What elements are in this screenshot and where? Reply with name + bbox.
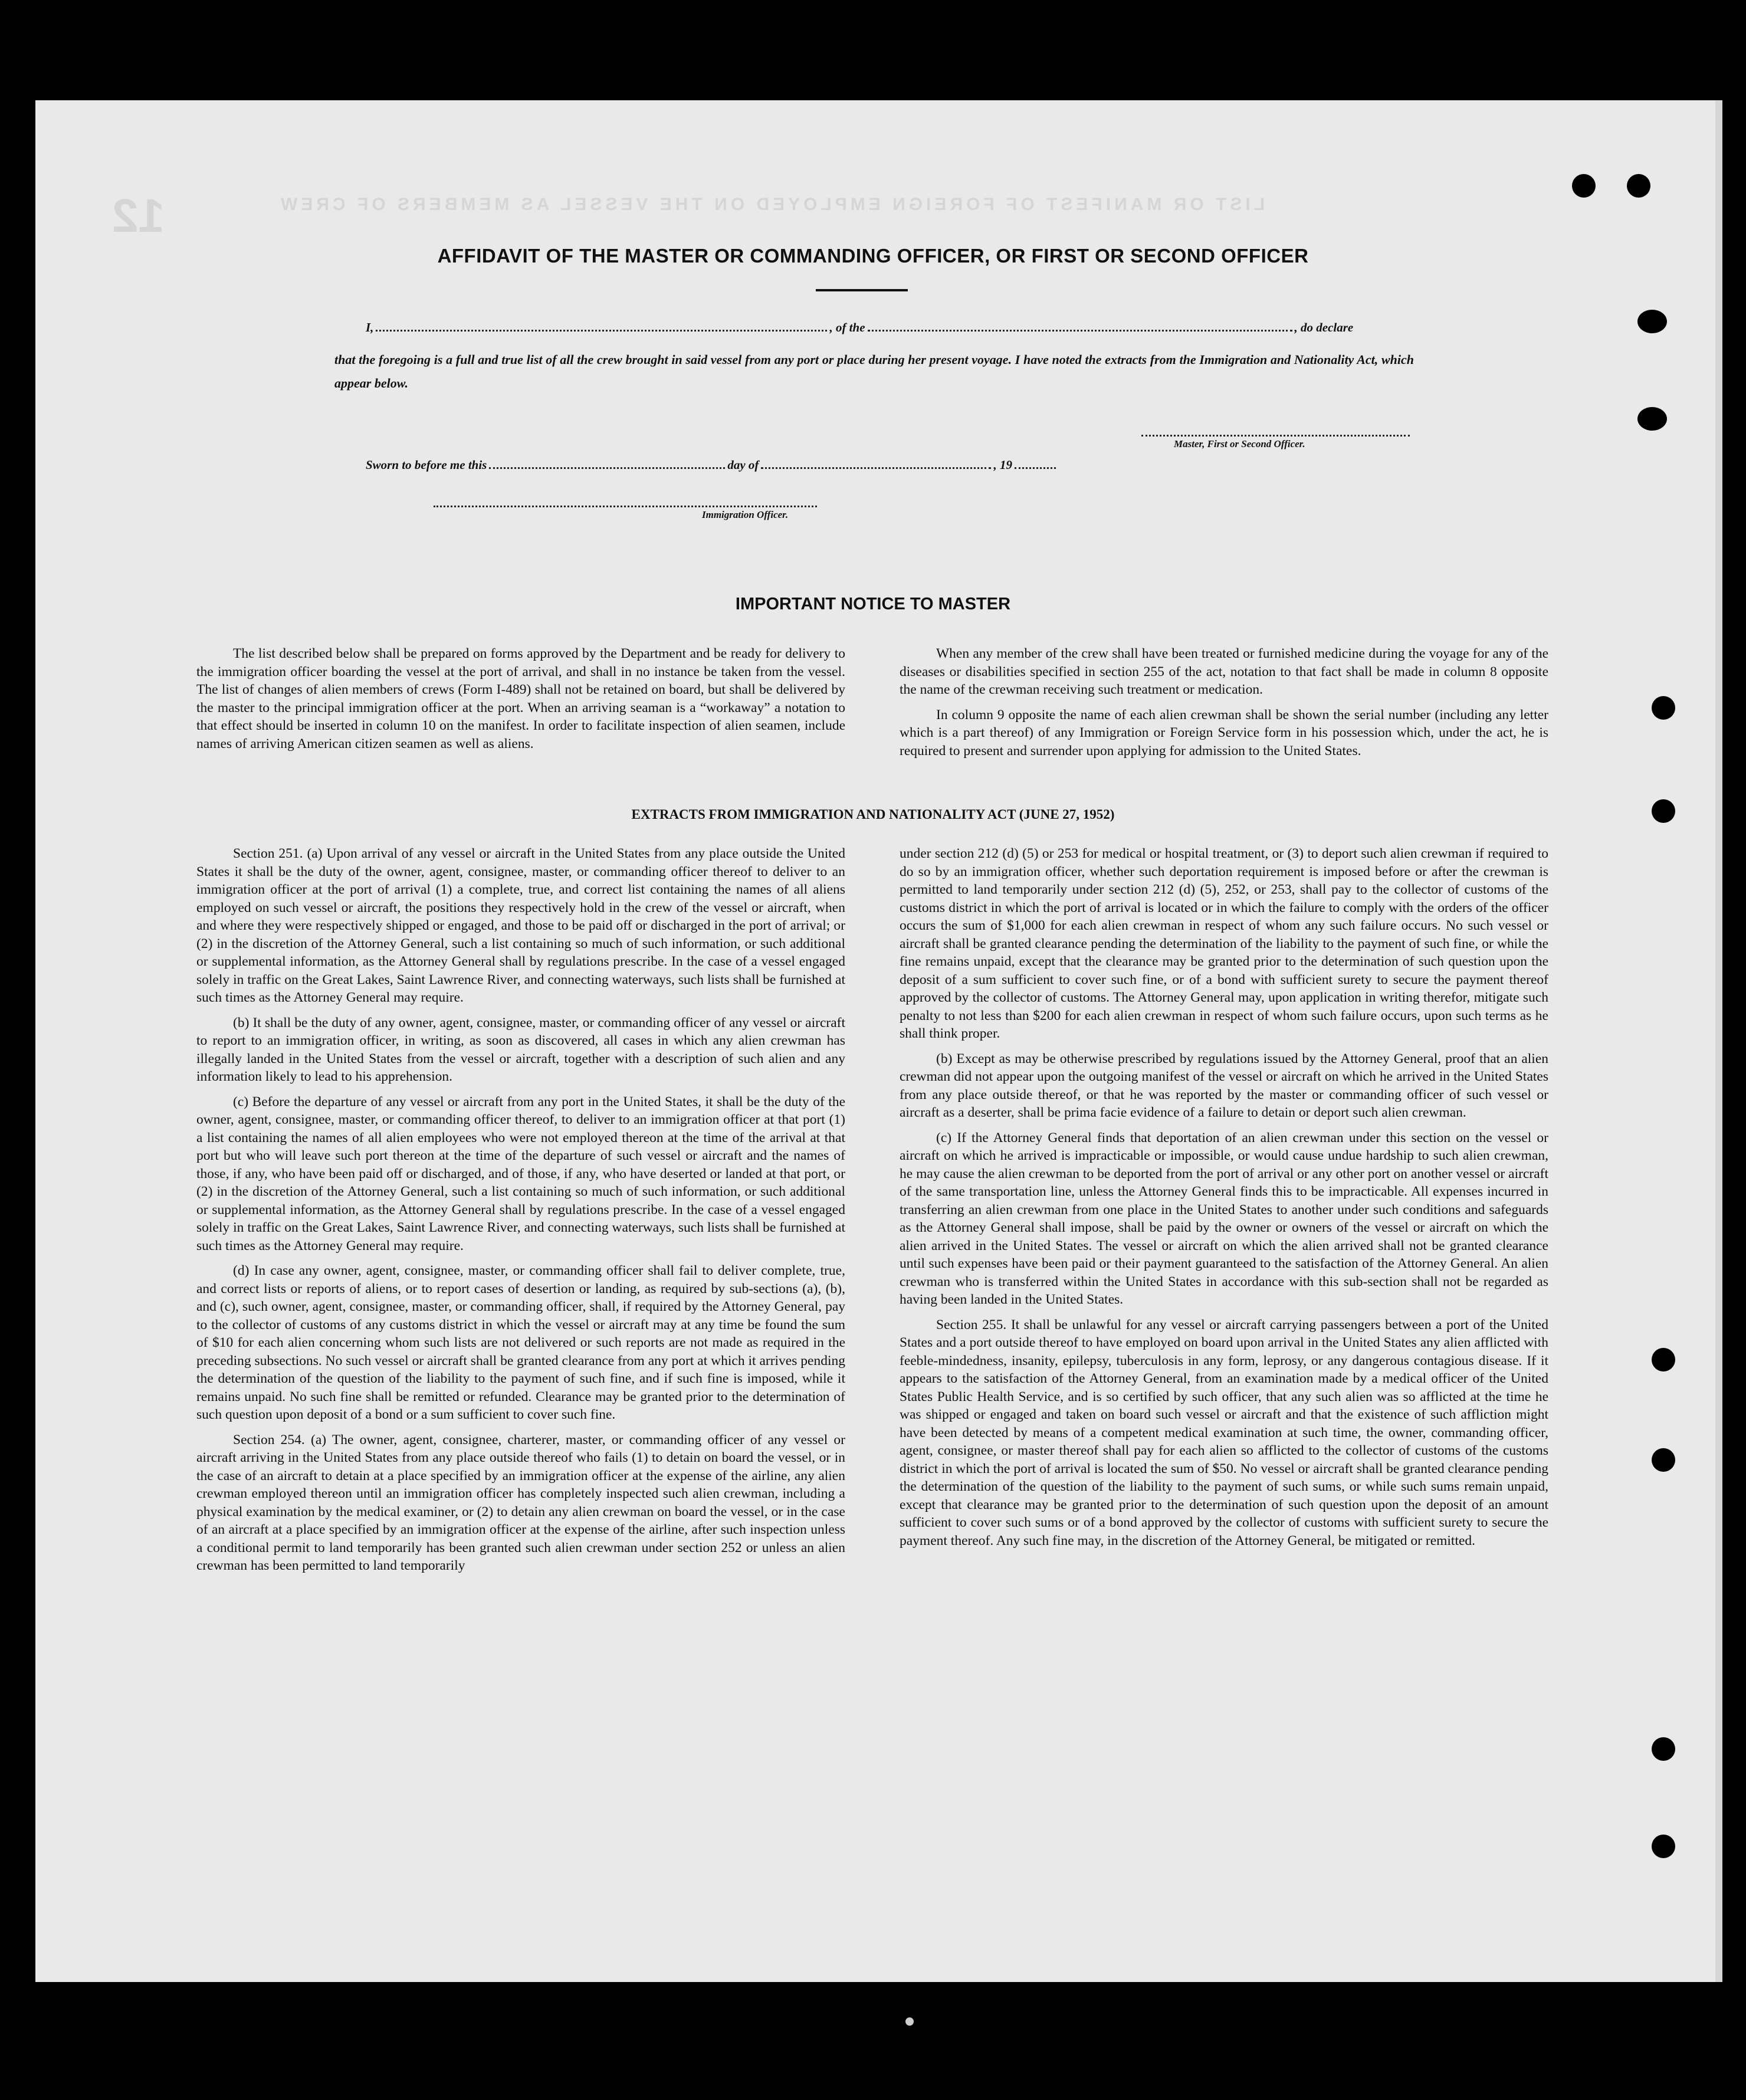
punch-hole — [1652, 1448, 1675, 1472]
affidavit-statement: that the foregoing is a full and true list of all the crew brought in said vessel from any port or place during her present voyage. I have noted the extracts from the Immigration and Nationality Act, which appear below. — [334, 352, 1414, 391]
punch-hole — [1652, 1737, 1675, 1761]
punch-hole — [1637, 407, 1667, 431]
officer-signature-line[interactable] — [434, 506, 817, 507]
statute-paragraph: Section 255. It shall be unlawful for any vessel or aircraft carrying passengers between a port of the United States and a port outside thereof to have employed on board upon arrival in the United States any alien afflicted with feeble-mindedness, insanity, epilepsy, tuberculosis in any form, leprosy, or any dangerous contagious disease. If it appears to the satisfaction of the Attorney General, from an examination made by a medical officer of the United States Public Health Service, and is so certified by such officer, that any such alien was so afflicted at the time he was shipped or engaged and taken on board such vessel or aircraft and that the existence of such affliction might have been detected by means of a competent medical examination at such time, the owner, commanding officer, agent, consignee, or master thereof shall pay for each alien so afflicted to the collector of customs of the customs district in which the port of arrival is located the sum of $50. No vessel or aircraft shall be granted clearance pending the determination of the question of the liability to the payment of such sums, or while such sums remain unpaid, except that clearance may be granted prior to the determination of such question upon the deposit of an amount sufficient to cover such sums or of a bond approved by the collector of customs with sufficient surety to secure the payment thereof. Any such fine may, in the discretion of the Attorney General, be mitigated or remitted. — [900, 1317, 1548, 1548]
punch-hole — [1627, 174, 1650, 198]
statute-paragraph: (b) It shall be the duty of any owner, agent, consignee, master, or commanding officer of any vessel or aircraft to report to an immigration officer, in writing, as soon as discovered, all cases in which any alien crewman has illegally landed in the United States from the vessel or aircraft, together with a description of such alien and any information likely to lead to his apprehension. — [196, 1015, 845, 1084]
sworn-year-field[interactable] — [1015, 467, 1056, 469]
notice-paragraph: When any member of the crew shall have been treated or furnished medicine during the voyage for any of the diseases or disabilities specified in section 255 of the act, notation to that fact shall be made in column 8 opposite the name of the crewman receiving such treatment or medication. — [900, 646, 1548, 697]
notice-title: IMPORTANT NOTICE TO MASTER — [735, 595, 1011, 613]
statute-paragraph: (d) In case any owner, agent, consignee, master, or commanding officer shall fail to deliver complete, true, and correct lists or reports of aliens, or to report cases of desertion or landing, as required by sub-sections (a), (b), and (c), such owner, agent, consignee, master, or commanding officer, shall, if required by the Attorney General, pay to the collector of customs of any customs district in which the vessel or aircraft may at any time be found the sum of $10 for each alien concerning whom such lists are not delivered or such reports are not made as required in the preceding subsections. No such vessel or aircraft shall be granted clearance from any port at which it arrives pending the determination of the question of the liability to the payment of such fine, and if such fine is imposed, while it remains unpaid. No such fine shall be remitted or refunded. Clearance may be granted prior to the determination of such question upon deposit of a bond or a sum sufficient to cover such fine. — [196, 1263, 845, 1422]
vessel-field[interactable] — [868, 329, 1292, 332]
sworn-day-field[interactable] — [489, 467, 725, 469]
declaration-line — [366, 320, 1353, 335]
bleed-through-header: LIST OR MANIFEST OF FOREIGN EMPLOYED ON THE VESSEL AS MEMBERS OF CREW — [277, 195, 1265, 214]
sworn-month-field[interactable] — [761, 467, 991, 469]
title-underline — [816, 289, 908, 291]
do-declare-label: , do declare — [1294, 320, 1354, 334]
sworn-line — [366, 458, 1058, 472]
statute-paragraph: Section 254. (a) The owner, agent, consignee, charterer, master, or commanding officer of any vessel or aircraft arriving in the United States from any place outside thereof who fails (1) to detain on board the vessel, or in the case of an aircraft to detain at a place specified by an immigration officer at the expense of the airline, any alien crewman employed thereon until an immigration officer has completely inspected such alien crewman, including a physical examination by the medical examiner, or (2) to detain any alien crewman on board the vessel, or in the case of an aircraft at a place specified by an immigration officer at the expense of the airline, after such inspection unless a conditional permit to land temporarily has been granted such alien crewman under section 252 or unless an alien crewman has been permitted to land temporarily — [196, 1432, 845, 1573]
punch-hole — [1652, 1835, 1675, 1858]
affidavit-title: AFFIDAVIT OF THE MASTER OR COMMANDING OFFICER, OR FIRST OR SECOND OFFICER — [437, 245, 1309, 267]
punch-hole — [1637, 310, 1667, 333]
statute-paragraph: Section 251. (a) Upon arrival of any vessel or aircraft in the United States from any place outside the United States it shall be the duty of the owner, agent, consignee, master, or commanding officer thereof to deliver to an immigration officer at the port of arrival (1) a complete, true, and correct list containing the names of all aliens employed on such vessel or aircraft, the positions they respectively hold in the crew of the vessel or aircraft, when and where they were respectively shipped or engaged, and those to be paid off or discharged in the port of arrival; or (2) in the discretion of the Attorney General, such a list containing so much of such information, or such additional or supplemental information, as the Attorney General shall by regulations prescribe. In the case of a vessel engaged solely in traffic on the Great Lakes, Saint Lawrence River, and connecting waterways, such lists shall be furnished at such times as the Attorney General may require. — [196, 846, 845, 1005]
notice-left-column — [196, 645, 845, 760]
extracts-title: EXTRACTS FROM IMMIGRATION AND NATIONALITY ACT (JUNE 27, 1952) — [631, 807, 1115, 822]
master-signature-line[interactable] — [1141, 435, 1410, 437]
extracts-right-column — [900, 845, 1548, 1557]
page-edge — [1715, 100, 1722, 1982]
punch-hole — [1652, 696, 1675, 720]
punch-hole — [1572, 174, 1596, 198]
statute-paragraph: under section 212 (d) (5) or 253 for medical or hospital treatment, or (3) to deport such alien crewman if required to do so by an immigration officer, whether such deportation requirement is imposed before or after the crewman is permitted to land temporarily under section 212 (d) (5), 252, or 253, shall pay to the collector of customs of the customs district in which the port of arrival is located or in which the failure to comply with the orders of the officer occurs the sum of $1,000 for each alien crewman in respect of whom any such failure occurs. No such vessel or aircraft shall be granted clearance pending the determination of the liability to the payment of such fine, or while the fine remains unpaid, except that the clearance may be granted prior to the determination of such question upon the deposit of a sum sufficient to cover such fine, or of a bond with sufficient surety to secure the payment thereof approved by the collector of customs. The Attorney General may, upon application in writing therefor, mitigate such penalty to not less than $200 for each alien crewman in respect of whom such failure occurs, upon such terms as he shall think proper. — [900, 846, 1548, 1041]
extracts-left-column — [196, 845, 845, 1582]
of-the-label: , of the — [829, 320, 865, 334]
bleed-through-page-number: 12 — [112, 189, 165, 242]
officer-caption: Immigration Officer. — [702, 509, 789, 520]
scan-mark — [905, 2017, 914, 2026]
statute-paragraph: (c) If the Attorney General finds that deportation of an alien crewman under this section on the vessel or aircraft on which he arrived is impracticable or impossible, or would cause undue hardship to such alien crewman, he may cause the alien crewman to be deported from the port of arrival or any other port on another vessel or aircraft of the same transportation line, unless the Attorney General finds this to be impracticable. All expenses incurred in transferring an alien crewman from one place in the United States to another under such conditions and safeguards as the Attorney General shall impose, shall be paid by the owner or owners of the vessel or aircraft on which the alien arrived in the United States. The vessel or aircraft on which the alien arrived shall not be granted clearance until such expenses have been paid or their payment guaranteed to the satisfaction of the Attorney General. An alien crewman who is transferred within the United States in accordance with this sub-section shall not be regarded as having been landed in the United States. — [900, 1130, 1548, 1307]
master-caption: Master, First or Second Officer. — [1174, 438, 1305, 449]
statute-paragraph: (c) Before the departure of any vessel or aircraft from any port in the United States, it shall be the duty of the owner, agent, consignee, master, or commanding officer thereof, to deliver to an immigration officer at that port (1) a list containing the names of all alien employees who were not employed thereon at the time of the arrival at that port but who will leave such port thereon at the time of the departure of such vessel or aircraft and the names of those, if any, who have been paid off or discharged, and of those, if any, who have deserted or landed at that port, or (2) in the discretion of the Attorney General, such a list containing so much of such information, or such additional or supplemental information, as the Attorney General shall by regulations prescribe. In the case of a vessel engaged solely in traffic on the Great Lakes, Saint Lawrence River, and connecting waterways, such lists shall be furnished at such times as the Attorney General may require. — [196, 1094, 845, 1254]
year-prefix-label: , 19 — [993, 458, 1012, 472]
notice-right-column — [900, 645, 1548, 767]
statute-paragraph: (b) Except as may be otherwise prescribed by regulations issued by the Attorney General, proof that an alien crewman did not appear upon the outgoing manifest of the vessel or aircraft on which he arrived in the United States from any place outside thereof, or that he was reported by the master or commanding officer of such vessel or aircraft as a deserter, shall be prima facie evidence of a failure to detain or deport such alien crewman. — [900, 1051, 1548, 1120]
day-of-label: day of — [727, 458, 759, 472]
declaration-i-label: I, — [366, 320, 374, 334]
notice-paragraph: In column 9 opposite the name of each alien crewman shall be shown the serial number (including any letter which is a part thereof) of any Immigration or Foreign Service form in his possession which, under the act, he is required to present and surrender upon applying for admission to the United States. — [900, 707, 1548, 759]
name-field[interactable] — [376, 329, 827, 332]
notice-paragraph: The list described below shall be prepared on forms approved by the Department and be ready for delivery to the immigration officer boarding the vessel at the port of arrival, and shall in no instance be taken from the vessel. The list of changes of alien members of crews (Form I-489) shall not be retained on board, but shall be delivered by the master to the principal immigration officer at the port. When an arriving seaman is a “workaway” a notation to that effect should be inserted in column 10 on the manifest. In order to facilitate inspection of alien seamen, include names of arriving American citizen seamen as well as aliens. — [196, 646, 845, 752]
punch-hole — [1652, 1348, 1675, 1371]
sworn-label: Sworn to before me this — [366, 458, 487, 472]
